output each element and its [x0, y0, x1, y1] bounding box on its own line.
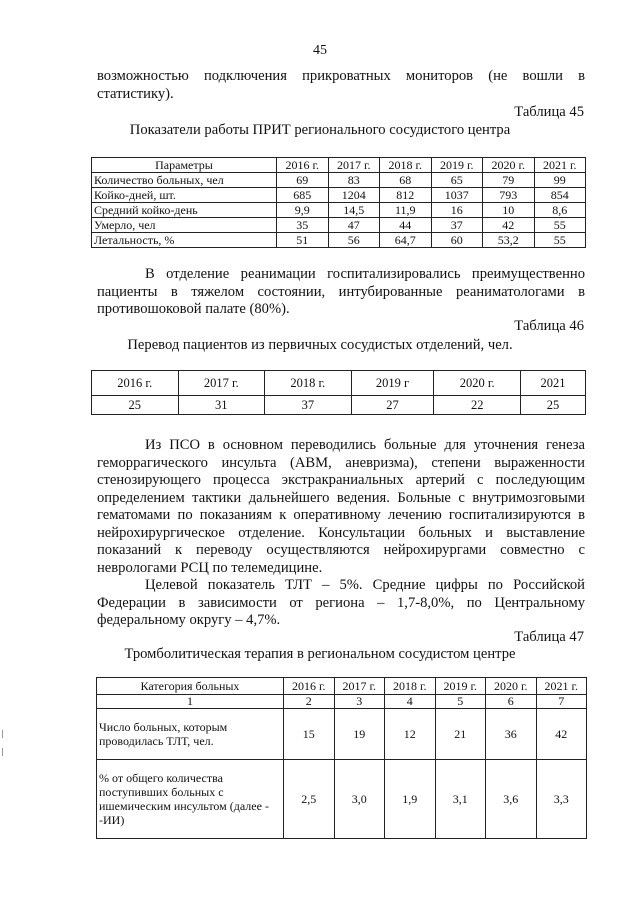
- table47-cell: 3,3: [536, 760, 587, 839]
- table45-row-label: Средний койко-день: [92, 203, 277, 218]
- table46-cell: 27: [351, 396, 434, 415]
- table46-cell: 25: [92, 396, 179, 415]
- table45-cell: 65: [431, 173, 483, 188]
- table47-row-label: Число больных, которым проводилась ТЛТ, чел.: [97, 709, 284, 760]
- table-row: [92, 233, 586, 248]
- table47-col-number: 6: [486, 695, 537, 709]
- table47-cell: 3,0: [334, 760, 385, 839]
- table45-cell: 44: [380, 218, 432, 233]
- table47-header-cell: Категория больных: [97, 678, 284, 695]
- table47-title: Тромболитическая терапия в региональном сосудистом центре: [124, 646, 516, 662]
- table47-cell: 3,6: [486, 760, 537, 839]
- table45-cell: 55: [534, 218, 586, 233]
- table-row: [92, 188, 586, 203]
- table45-cell: 99: [534, 173, 586, 188]
- reanimation-paragraph: В отделение реанимации госпитализировались преимущественно пациенты в тяжелом состоянии, интубированные реаниматологами в противошоковой палате (80%).: [97, 266, 585, 317]
- table-row: [92, 173, 586, 188]
- scan-margin-mark: [2, 748, 3, 756]
- table45-cell: 60: [431, 233, 483, 248]
- table45-cell: 37: [431, 218, 483, 233]
- table47-label: Таблица 47: [514, 629, 584, 645]
- table46-header-cell: 2017 г.: [178, 371, 265, 396]
- table47-cell: 19: [334, 709, 385, 760]
- table46-cell: 37: [265, 396, 352, 415]
- table47-row-label: % от общего количества поступивших больных с ишемическим инсультом (далее - -ИИ): [97, 760, 284, 839]
- pso-paragraph: Из ПСО в основном переводились больные для уточнения генеза геморрагического инсульта (АВМ, аневризма), степени выраженности стенозирующего процесса экстракраниальных артерий с последующим определением тактики дальнейшего ведения. Больные с внутримозговыми гематомами по показаниям к оперативному лечению госпитализируются в нейрохирургическое отделение. Консультации больных и выставление показаний к переводу осуществляются нейрохирургами совместно с неврологами РСЦ по телемедицине.: [97, 437, 585, 576]
- table47: [96, 677, 587, 839]
- table46-cell: 31: [178, 396, 265, 415]
- table47-cell: 42: [536, 709, 587, 760]
- intro-paragraph: возможностью подключения прикроватных мониторов (не вошли в статистику).: [97, 68, 585, 102]
- table47-header-cell: 2016 г.: [284, 678, 335, 695]
- table45-header-cell: 2016 г.: [277, 158, 329, 173]
- table45-cell: 14,5: [328, 203, 380, 218]
- table47-header-cell: 2020 г.: [486, 678, 537, 695]
- table47-header-cell: 2021 г.: [536, 678, 587, 695]
- table45-cell: 42: [483, 218, 535, 233]
- table47-cell: 3,1: [435, 760, 486, 839]
- table45-cell: 69: [277, 173, 329, 188]
- table45-cell: 9,9: [277, 203, 329, 218]
- table45-row-label: Количество больных, чел: [92, 173, 277, 188]
- table45-header-cell: 2017 г.: [328, 158, 380, 173]
- table47-cell: 2,5: [284, 760, 335, 839]
- table45-label: Таблица 45: [514, 104, 584, 120]
- table47-cell: 36: [486, 709, 537, 760]
- table45-cell: 68: [380, 173, 432, 188]
- table45-row-label: Койко-дней, шт.: [92, 188, 277, 203]
- table45-cell: 47: [328, 218, 380, 233]
- table45-header-cell: Параметры: [92, 158, 277, 173]
- table45-cell: 64,7: [380, 233, 432, 248]
- table46-title: Перевод пациентов из первичных сосудистых отделений, чел.: [127, 337, 513, 353]
- table45-row-label: Умерло, чел: [92, 218, 277, 233]
- target-paragraph: Целевой показатель ТЛТ – 5%. Средние цифры по Российской Федерации в зависимости от региона – 1,7-8,0%, по Центральному федеральному округу – 4,7%.: [97, 577, 585, 628]
- table46: [91, 370, 586, 415]
- table45-cell: 8,6: [534, 203, 586, 218]
- table47-col-number: 1: [97, 695, 284, 709]
- page-number: 45: [313, 43, 327, 58]
- table45-cell: 56: [328, 233, 380, 248]
- table-row: [92, 203, 586, 218]
- table45-header-cell: 2018 г.: [380, 158, 432, 173]
- table45-title: Показатели работы ПРИТ регионального сосудистого центра: [129, 122, 511, 138]
- table-row: [97, 709, 587, 760]
- table47-cell: 12: [385, 709, 436, 760]
- table46-header-cell: 2020 г.: [434, 371, 521, 396]
- table45-cell: 55: [534, 233, 586, 248]
- table-row: [92, 218, 586, 233]
- table45-cell: 1204: [328, 188, 380, 203]
- table45-row-label: Летальность, %: [92, 233, 277, 248]
- table47-header-row: [97, 678, 587, 695]
- table47-header-cell: 2019 г.: [435, 678, 486, 695]
- table45-header-row: [92, 158, 586, 173]
- table-row: [92, 396, 586, 415]
- table45-cell: 10: [483, 203, 535, 218]
- table45: [91, 157, 586, 248]
- table45-cell: 79: [483, 173, 535, 188]
- scan-margin-mark: [2, 730, 3, 738]
- table45-cell: 51: [277, 233, 329, 248]
- table47-cell: 21: [435, 709, 486, 760]
- table45-cell: 854: [534, 188, 586, 203]
- table45-cell: 83: [328, 173, 380, 188]
- table46-header-cell: 2019 г: [351, 371, 434, 396]
- table47-header-cell: 2018 г.: [385, 678, 436, 695]
- table45-cell: 685: [277, 188, 329, 203]
- table45-cell: 35: [277, 218, 329, 233]
- table46-cell: 22: [434, 396, 521, 415]
- table47-cell: 15: [284, 709, 335, 760]
- table-row: [97, 760, 587, 839]
- table45-header-cell: 2020 г.: [483, 158, 535, 173]
- table47-number-row: [97, 695, 587, 709]
- table45-cell: 793: [483, 188, 535, 203]
- table47-col-number: 3: [334, 695, 385, 709]
- table46-header-cell: 2018 г.: [265, 371, 352, 396]
- table46-header-cell: 2021: [520, 371, 585, 396]
- table47-col-number: 7: [536, 695, 587, 709]
- table46-label: Таблица 46: [514, 318, 584, 334]
- table47-col-number: 2: [284, 695, 335, 709]
- table47-col-number: 5: [435, 695, 486, 709]
- table45-header-cell: 2021 г.: [534, 158, 586, 173]
- table45-cell: 53,2: [483, 233, 535, 248]
- table45-cell: 16: [431, 203, 483, 218]
- table47-cell: 1,9: [385, 760, 436, 839]
- table46-header-cell: 2016 г.: [92, 371, 179, 396]
- table46-header-row: [92, 371, 586, 396]
- table45-cell: 1037: [431, 188, 483, 203]
- table45-cell: 812: [380, 188, 432, 203]
- table47-header-cell: 2017 г.: [334, 678, 385, 695]
- table45-header-cell: 2019 г.: [431, 158, 483, 173]
- table47-col-number: 4: [385, 695, 436, 709]
- table45-cell: 11,9: [380, 203, 432, 218]
- table46-cell: 25: [520, 396, 585, 415]
